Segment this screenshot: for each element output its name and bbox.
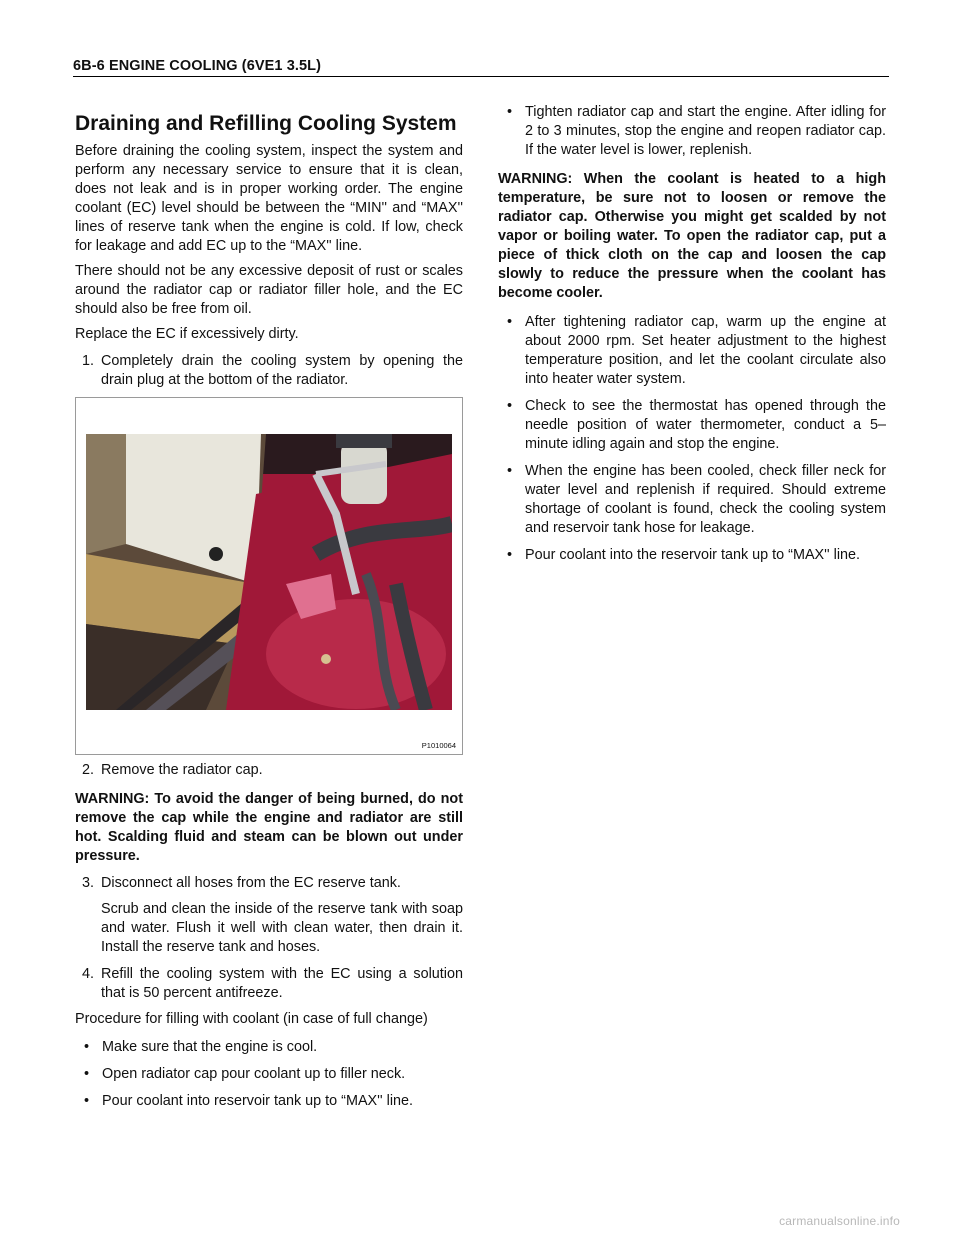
bullet-text: Pour coolant into reservoir tank up to “MAX'' line. xyxy=(102,1093,414,1109)
list-item xyxy=(498,462,886,538)
step-1-number: 1. xyxy=(81,353,94,369)
step-3-text: Disconnect all hoses from the EC reserve tank. xyxy=(101,875,401,891)
bullet-icon: • xyxy=(507,104,513,120)
list-item xyxy=(75,1038,463,1057)
replace-paragraph: Replace the EC if excessively dirty. xyxy=(75,326,299,342)
step-2-text: Remove the radiator cap. xyxy=(101,762,263,778)
bullet-text: Pour coolant into the reservoir tank up to “MAX'' line. xyxy=(525,547,861,563)
bullet-text: When the engine has been cooled, check filler neck for water level and replenish if required. Should extreme shortage of coolant is found, check the cooling system and reservoir tank hose for leakage. xyxy=(525,463,886,536)
header-title: 6B-6 ENGINE COOLING (6VE1 3.5L) xyxy=(73,58,322,74)
page-header xyxy=(73,52,889,77)
radiator-photo-figure xyxy=(75,397,463,755)
figure-id: P1010064 xyxy=(421,741,456,750)
bullet-icon: • xyxy=(507,463,513,479)
intro-paragraph: Before draining the cooling system, inspect the system and perform any necessary service to ensure that it is clean, does not leak and is in proper working order. The engine coolant (EC) level should be between the “MIN'' and “MAX'' lines of reserve tank when the engine is cold. If low, check for leakage and add EC up to the “MAX'' line. xyxy=(75,143,463,254)
bullet-icon: • xyxy=(507,547,513,563)
warning-hot-cap: WARNING: To avoid the danger of being burned, do not remove the cap while the engine and radiator are still hot. Scalding fluid and steam can be blown out under pressure. xyxy=(75,791,463,864)
bullet-text: Make sure that the engine is cool. xyxy=(102,1039,318,1055)
bullet-icon: • xyxy=(84,1066,90,1082)
bullet-icon: • xyxy=(507,314,513,330)
bullet-text: Check to see the thermostat has opened through the needle position of water thermometer, conduct a 5–minute idling again and stop the engine. xyxy=(525,398,886,452)
list-item xyxy=(498,546,886,565)
bullet-icon: • xyxy=(84,1093,90,1109)
list-item xyxy=(75,1065,463,1084)
list-item xyxy=(498,313,886,389)
bullet-text: Tighten radiator cap and start the engine. After idling for 2 to 3 minutes, stop the engine and reopen radiator cap. If the water level is lower, replenish. xyxy=(525,104,886,158)
step-3-detail: Scrub and clean the inside of the reserve tank with soap and water. Flush it well with clean water, then drain it. Install the reserve tank and hoses. xyxy=(101,901,463,955)
step-2 xyxy=(75,761,463,780)
list-item xyxy=(498,103,886,160)
procedure-heading: Procedure for filling with coolant (in case of full change) xyxy=(75,1011,428,1027)
bullet-text: After tightening radiator cap, warm up the engine at about 2000 rpm. Set heater adjustment to the highest temperature position, and let the coolant circulate also into heater water system. xyxy=(525,314,886,387)
bullet-icon: • xyxy=(84,1039,90,1055)
list-item xyxy=(498,397,886,454)
step-1-text: Completely drain the cooling system by opening the drain plug at the bottom of the radiator. xyxy=(101,353,463,388)
step-4-text: Refill the cooling system with the EC using a solution that is 50 percent antifreeze. xyxy=(101,966,463,1001)
bullet-icon: • xyxy=(507,398,513,414)
step-4-number: 4. xyxy=(81,966,94,982)
step-4 xyxy=(75,965,463,1003)
list-item xyxy=(75,1092,463,1111)
step-3 xyxy=(75,874,463,893)
radiator-drain-photo xyxy=(86,434,452,710)
right-column xyxy=(498,103,886,573)
left-column xyxy=(75,112,463,1119)
step-1 xyxy=(75,352,463,390)
watermark: carmanualsonline.info xyxy=(779,1214,900,1228)
step-2-number: 2. xyxy=(81,762,94,778)
section-title: Draining and Refilling Cooling System xyxy=(75,112,457,135)
step-3-number: 3. xyxy=(81,875,94,891)
warning-hot-coolant: WARNING: When the coolant is heated to a high temperature, be sure not to loosen or remove the radiator cap. Otherwise you might get scalded by not vapor or boiling water. To open the radiator cap, put a piece of thick cloth on the cap and loosen the cap slowly to reduce the pressure when the coolant has become cooler. xyxy=(498,171,886,301)
deposit-paragraph: There should not be any excessive deposit of rust or scales around the radiator cap or radiator filler hole, and the EC should also be free from oil. xyxy=(75,263,463,317)
bullet-text: Open radiator cap pour coolant up to filler neck. xyxy=(102,1066,406,1082)
